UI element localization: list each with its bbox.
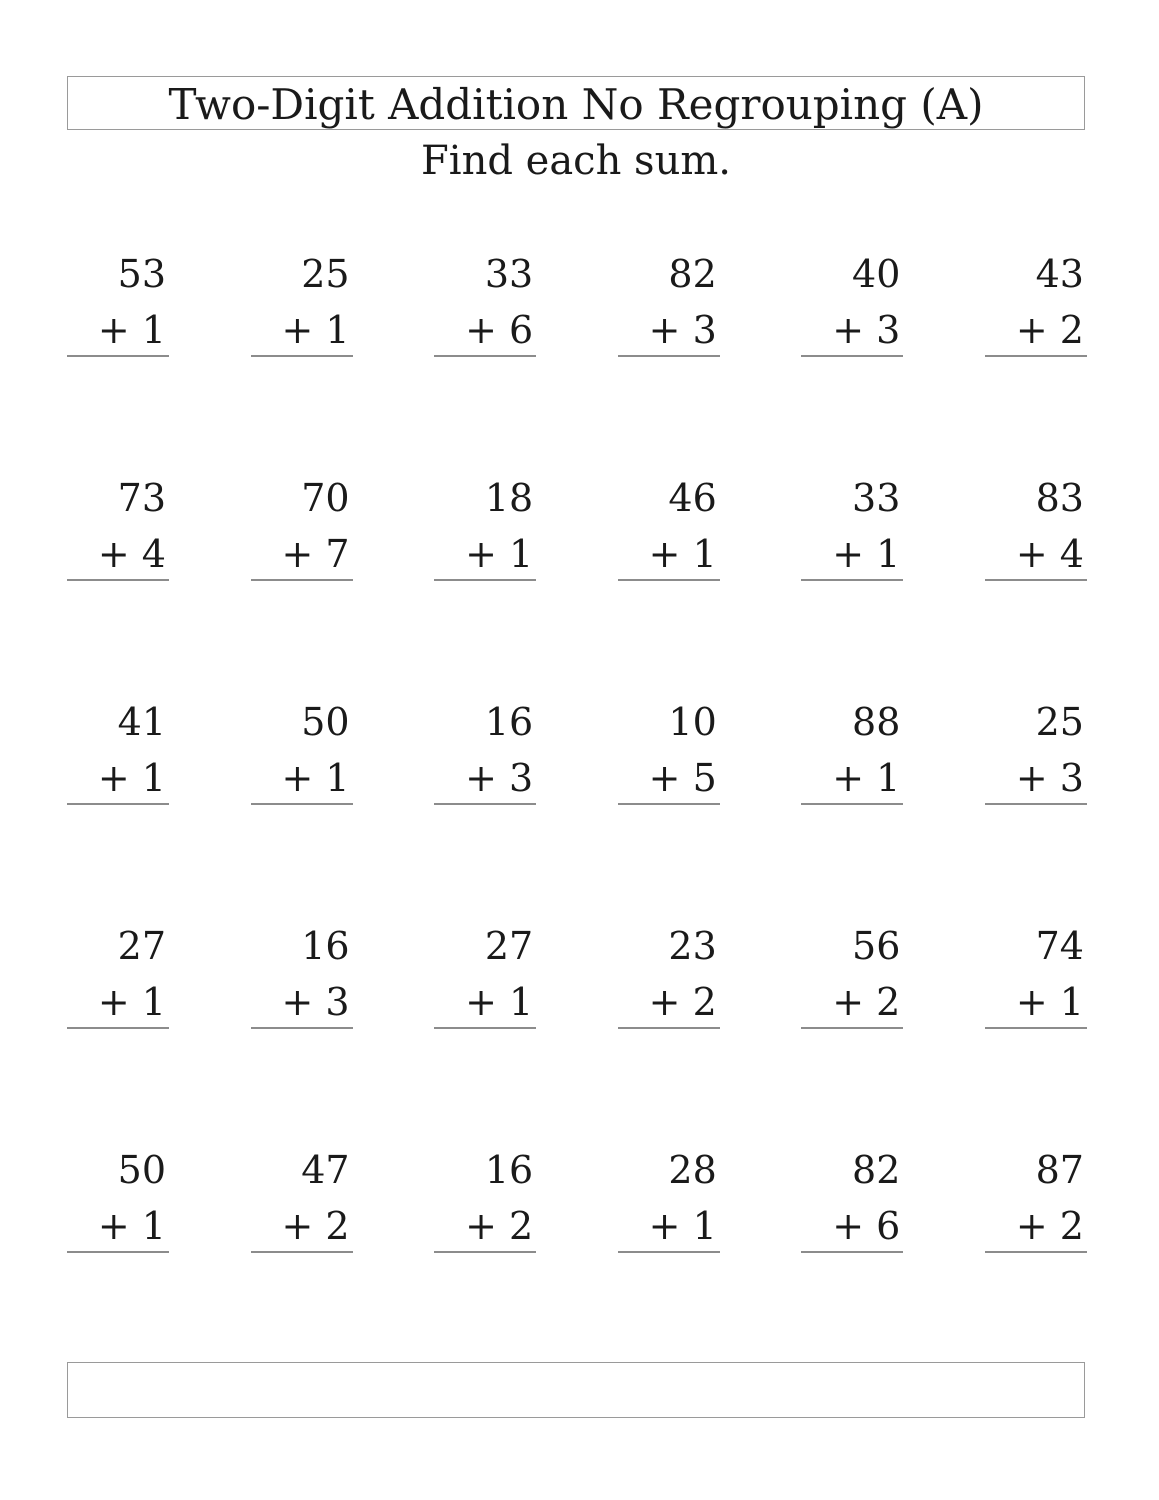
answer-line[interactable] [251, 803, 353, 805]
bottom-addend: + 2 [1015, 1204, 1084, 1248]
answer-line[interactable] [801, 579, 903, 581]
top-addend: 27 [484, 924, 534, 968]
bottom-addend: + 1 [281, 756, 350, 800]
answer-line[interactable] [67, 803, 169, 805]
page-title: Two-Digit Addition No Regrouping (A) [168, 80, 984, 129]
addition-problem [251, 250, 353, 474]
bottom-addend: + 6 [465, 308, 534, 352]
addition-problem [801, 922, 903, 1146]
answer-line[interactable] [985, 1251, 1087, 1253]
instruction-text: Find each sum. [421, 138, 731, 184]
addition-problem [985, 922, 1087, 1146]
addition-problem [985, 698, 1087, 922]
bottom-addend: + 1 [465, 532, 534, 576]
bottom-addend: + 1 [97, 980, 166, 1024]
top-addend: 43 [1035, 252, 1084, 296]
top-addend: 82 [668, 252, 717, 296]
top-addend: 50 [301, 700, 350, 744]
bottom-addend: + 1 [648, 532, 717, 576]
top-addend: 10 [668, 700, 717, 744]
addition-problem [985, 474, 1087, 698]
answer-line[interactable] [434, 1027, 536, 1029]
addition-problem [985, 1146, 1087, 1370]
bottom-addend: + 3 [648, 308, 717, 352]
top-addend: 33 [484, 252, 534, 296]
addition-problem [434, 922, 536, 1146]
bottom-addend: + 1 [832, 532, 901, 576]
top-addend: 23 [668, 924, 717, 968]
top-addend: 47 [301, 1148, 350, 1192]
answer-line[interactable] [251, 1251, 353, 1253]
answer-line[interactable] [618, 579, 720, 581]
addition-problem [67, 250, 169, 474]
answer-line[interactable] [67, 355, 169, 357]
top-addend: 33 [852, 476, 901, 520]
top-addend: 46 [668, 476, 717, 520]
answer-line[interactable] [985, 1027, 1087, 1029]
bottom-addend: + 4 [1015, 532, 1084, 576]
answer-line[interactable] [801, 803, 903, 805]
bottom-addend: + 1 [97, 756, 166, 800]
top-addend: 88 [852, 700, 901, 744]
answer-line[interactable] [801, 355, 903, 357]
top-addend: 83 [1035, 476, 1084, 520]
top-addend: 41 [117, 700, 166, 744]
addition-problem [618, 922, 720, 1146]
answer-line[interactable] [434, 1251, 536, 1253]
top-addend: 87 [1035, 1148, 1084, 1192]
bottom-addend: + 6 [832, 1204, 901, 1248]
bottom-addend: + 1 [1015, 980, 1084, 1024]
bottom-addend: + 2 [648, 980, 717, 1024]
addition-problem [251, 698, 353, 922]
answer-line[interactable] [985, 355, 1087, 357]
addition-problem [67, 1146, 169, 1370]
bottom-addend: + 2 [465, 1204, 534, 1248]
answer-line[interactable] [251, 355, 353, 357]
addition-problem [985, 250, 1087, 474]
addition-problem [618, 1146, 720, 1370]
addition-problem [251, 1146, 353, 1370]
answer-line[interactable] [618, 355, 720, 357]
answer-line[interactable] [434, 803, 536, 805]
bottom-addend: + 2 [281, 1204, 350, 1248]
problem-grid [67, 250, 1087, 1370]
answer-line[interactable] [434, 579, 536, 581]
top-addend: 70 [301, 476, 350, 520]
bottom-addend: + 3 [1015, 756, 1084, 800]
top-addend: 16 [484, 1148, 534, 1192]
top-addend: 53 [117, 252, 166, 296]
bottom-addend: + 3 [281, 980, 350, 1024]
answer-line[interactable] [801, 1251, 903, 1253]
addition-problem [434, 1146, 536, 1370]
addition-problem [618, 474, 720, 698]
answer-line[interactable] [67, 579, 169, 581]
addition-problem [801, 1146, 903, 1370]
answer-line[interactable] [801, 1027, 903, 1029]
addition-problem [618, 698, 720, 922]
addition-problem [67, 474, 169, 698]
addition-problem [801, 698, 903, 922]
answer-line[interactable] [434, 355, 536, 357]
top-addend: 40 [852, 252, 901, 296]
addition-problem [67, 922, 169, 1146]
answer-line[interactable] [251, 579, 353, 581]
top-addend: 16 [484, 700, 534, 744]
addition-problem [251, 922, 353, 1146]
answer-line[interactable] [985, 579, 1087, 581]
bottom-addend: + 1 [465, 980, 534, 1024]
bottom-addend: + 2 [1015, 308, 1084, 352]
bottom-addend: + 1 [648, 1204, 717, 1248]
addition-problem [434, 474, 536, 698]
bottom-addend: + 7 [281, 532, 350, 576]
bottom-addend: + 2 [832, 980, 901, 1024]
answer-line[interactable] [985, 803, 1087, 805]
addition-problem [434, 250, 536, 474]
bottom-addend: + 3 [832, 308, 901, 352]
bottom-addend: + 1 [281, 308, 350, 352]
top-addend: 73 [117, 476, 166, 520]
top-addend: 50 [117, 1148, 166, 1192]
top-addend: 18 [484, 476, 534, 520]
top-addend: 56 [852, 924, 901, 968]
top-addend: 74 [1035, 924, 1084, 968]
addition-problem [434, 698, 536, 922]
answer-line[interactable] [618, 803, 720, 805]
answer-line[interactable] [67, 1027, 169, 1029]
addition-problem [67, 698, 169, 922]
bottom-addend: + 4 [97, 532, 166, 576]
top-addend: 27 [117, 924, 166, 968]
answer-line[interactable] [618, 1251, 720, 1253]
top-addend: 16 [301, 924, 350, 968]
bottom-addend: + 1 [97, 1204, 166, 1248]
top-addend: 82 [852, 1148, 901, 1192]
bottom-addend: + 3 [465, 756, 534, 800]
top-addend: 28 [668, 1148, 717, 1192]
addition-problem [251, 474, 353, 698]
bottom-addend: + 5 [648, 756, 717, 800]
footer-box [67, 1362, 1085, 1418]
addition-problem [618, 250, 720, 474]
answer-line[interactable] [251, 1027, 353, 1029]
addition-problem [801, 474, 903, 698]
bottom-addend: + 1 [97, 308, 166, 352]
addition-problem [801, 250, 903, 474]
top-addend: 25 [1035, 700, 1084, 744]
top-addend: 25 [301, 252, 350, 296]
answer-line[interactable] [67, 1251, 169, 1253]
bottom-addend: + 1 [832, 756, 901, 800]
answer-line[interactable] [618, 1027, 720, 1029]
